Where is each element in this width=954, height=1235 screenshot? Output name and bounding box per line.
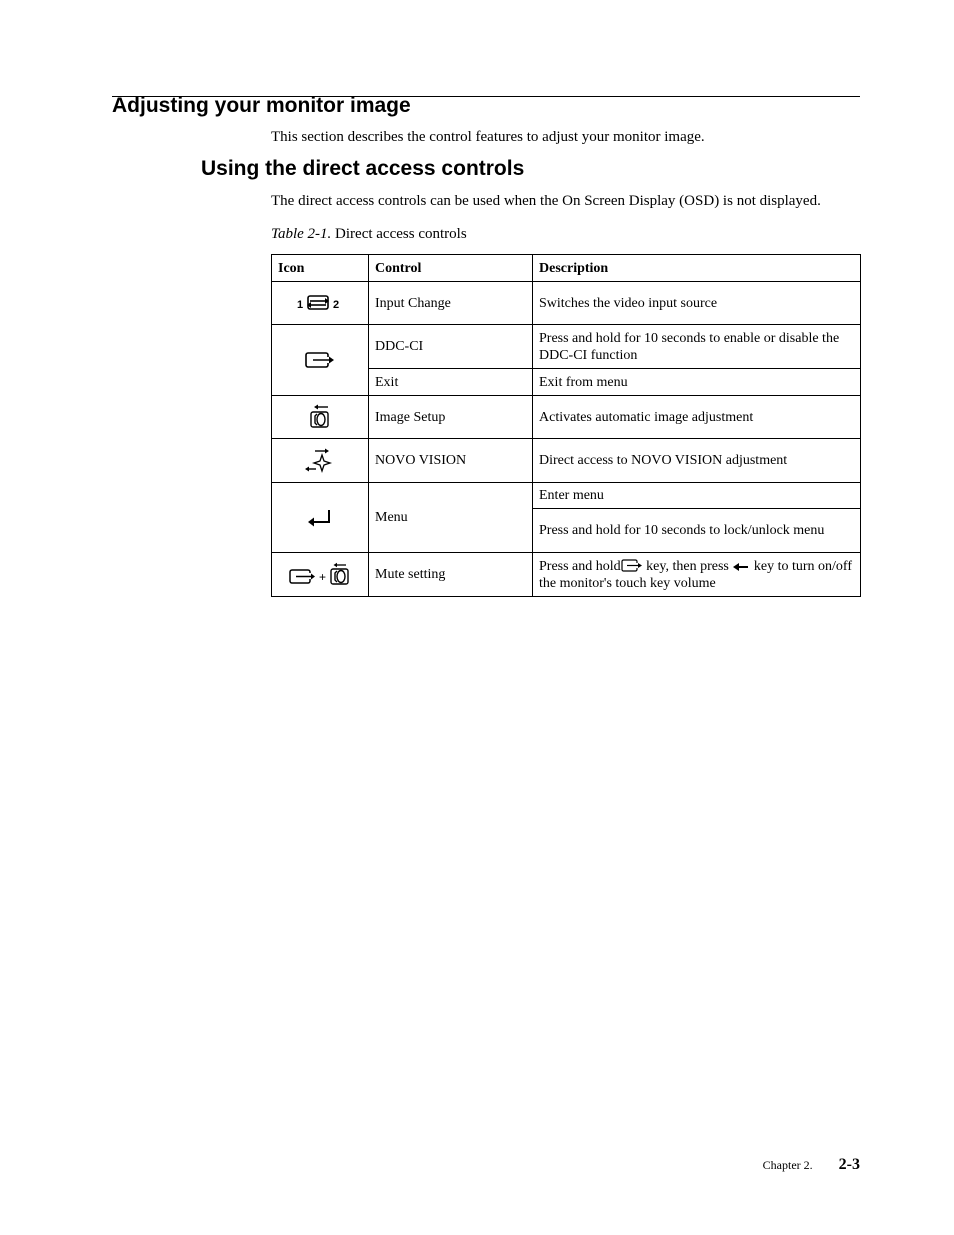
table-row [272,282,861,325]
description-cell: Direct access to NOVO VISION adjustment [533,439,861,483]
caption-text: Direct access controls [331,226,467,242]
mute-desc-part-2: key, then press [642,558,733,574]
header-control: Control [369,255,533,282]
intro-text: This section describes the control features to adjust your monitor image. [271,129,705,145]
table-header-row [272,255,861,282]
control-cell: Mute setting [369,553,533,597]
control-cell: DDC-CI [369,325,533,369]
footer-page-number: 2-3 [838,1156,860,1173]
description-cell: Press and hold for 10 seconds to enable or disable the DDC-CI function [533,325,861,369]
table-caption [271,226,467,243]
novo-vision-icon [272,439,369,483]
table-row [272,325,861,369]
exit-inline-icon [621,559,643,573]
direct-access-controls-table [271,254,861,597]
subsection-heading: Using the direct access controls [201,157,525,180]
description-cell: Exit from menu [533,369,861,396]
input-two-label: 2 [333,299,340,311]
section-heading: Adjusting your monitor image [112,94,411,117]
table-row [272,439,861,483]
input-change-icon [272,282,369,325]
page-footer [763,1156,860,1174]
mute-desc-part-3: key to turn on/off the monitor's touch key volume [539,558,852,591]
header-icon: Icon [272,255,369,282]
mute-combo-icon [272,553,369,597]
control-cell: Input Change [369,282,533,325]
table-row [272,396,861,439]
header-description: Description [533,255,861,282]
exit-icon [272,325,369,396]
table-row [272,483,861,509]
table-row [272,553,861,597]
description-cell [533,553,861,597]
description-cell: Activates automatic image adjustment [533,396,861,439]
caption-label: Table 2-1. [271,226,332,242]
description-cell: Enter menu [533,483,861,509]
mute-desc-part-1: Press and hold [539,558,621,574]
description-cell: Press and hold for 10 seconds to lock/unlock menu [533,509,861,553]
footer-chapter: Chapter 2. [762,1158,813,1172]
control-cell: Exit [369,369,533,396]
control-cell: Image Setup [369,396,533,439]
direct-access-paragraph: The direct access controls can be used when the On Screen Display (OSD) is not displayed. [271,193,821,209]
image-setup-icon [272,396,369,439]
menu-enter-icon [272,483,369,553]
control-cell: Menu [369,483,533,553]
input-one-label: 1 [297,299,304,311]
left-arrow-inline-icon [732,561,750,573]
plus-label: + [319,569,327,584]
control-cell: NOVO VISION [369,439,533,483]
description-cell: Switches the video input source [533,282,861,325]
